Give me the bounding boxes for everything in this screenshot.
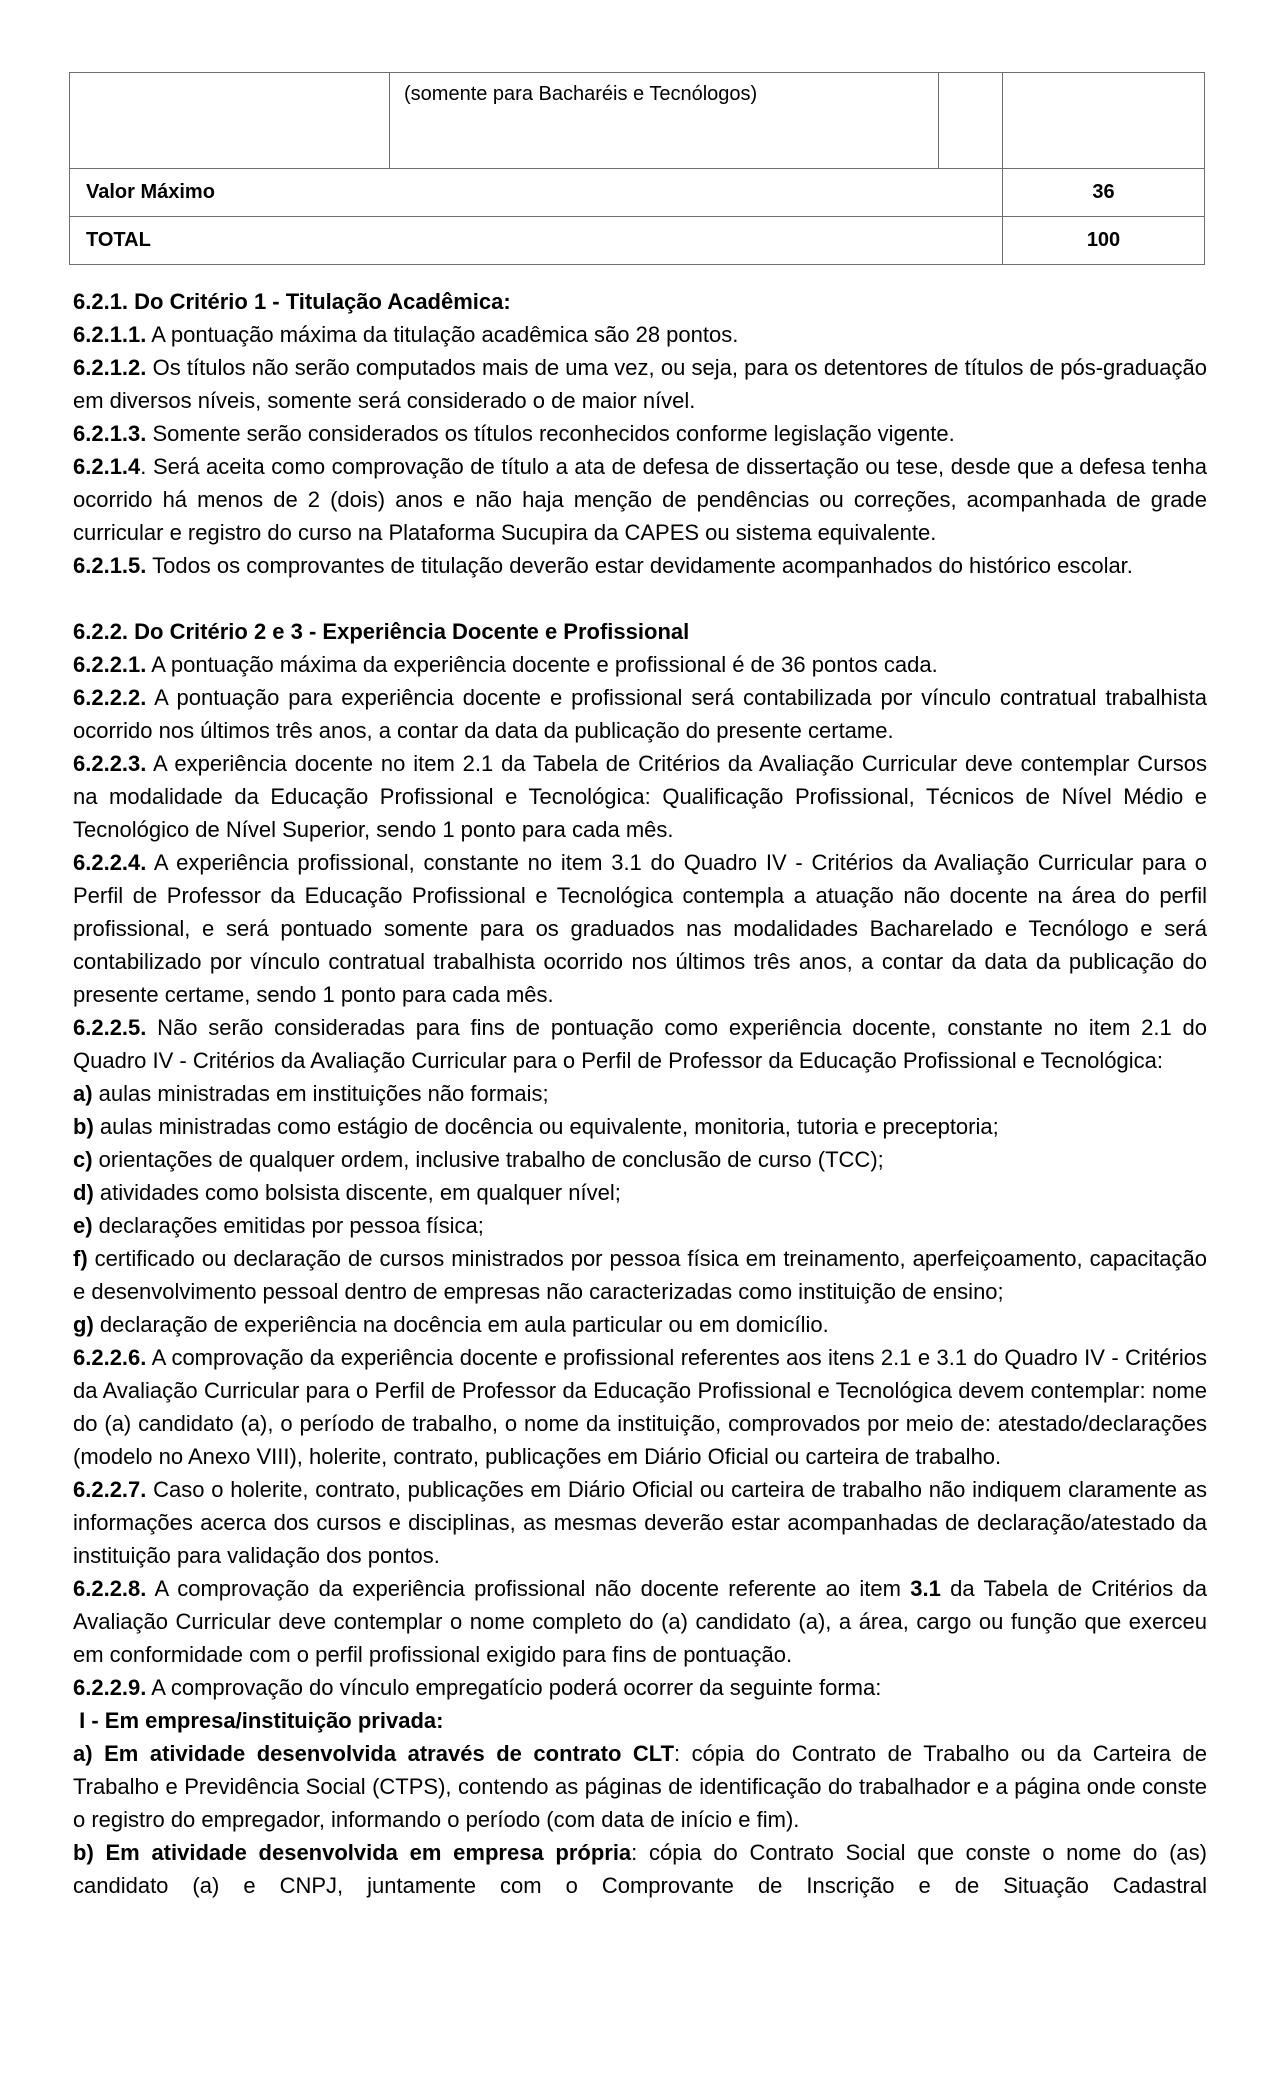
exclusion-item-d: d) atividades como bolsista discente, em qualquer nível; <box>73 1180 621 1205</box>
blank-line <box>73 582 1207 615</box>
total-value: 100 <box>1003 217 1205 265</box>
clause-number: 6.2.2.1. <box>73 652 147 677</box>
clause-6-2-2-1: 6.2.2.1. A pontuação máxima da experiência docente e profissional é de 36 pontos cada. <box>73 652 938 677</box>
clause-6-2-2-3: 6.2.2.3. A experiência docente no item 2.1 da Tabela de Critérios da Avaliação Curricular deve contemplar Cursos na modalidade da Educação Profissional e Tecnológica: Qualificação Profissional, Técnicos de Nível Médio e Tecnológico de Nível Superior, sendo 1 ponto para cada mês. <box>73 751 1207 842</box>
table-cell <box>70 73 390 169</box>
exclusion-item-a: a) aulas ministradas em instituições não formais; <box>73 1081 549 1106</box>
clause-number: 6.2.1.1. <box>73 322 147 347</box>
subheading-private-institution: I - Em empresa/instituição privada: <box>73 1708 444 1733</box>
clause-number: 6.2.1.2. <box>73 355 147 380</box>
clause-6-2-1-1: 6.2.1.1. A pontuação máxima da titulação acadêmica são 28 pontos. <box>73 322 739 347</box>
clause-6-2-1-4: 6.2.1.4. Será aceita como comprovação de título a ata de defesa de dissertação ou tese, desde que a defesa tenha ocorrido há menos de 2 (dois) anos e não haja menção de pendências ou correções, acompanhada de grade curricular e registro do curso na Plataforma Sucupira da CAPES ou sistema equivalente. <box>73 454 1207 545</box>
exclusion-item-g: g) declaração de experiência na docência em aula particular ou em domicílio. <box>73 1312 829 1337</box>
clause-6-2-2-6: 6.2.2.6. A comprovação da experiência docente e profissional referentes aos itens 2.1 e 3.1 do Quadro IV - Critérios da Avaliação Curricular para o Perfil de Professor da Educação Profissional e Tecnológica devem contemplar: nome do (a) candidato (a), o período de trabalho, o nome da instituição, comprovados por meio de: atestado/declarações (modelo no Anexo VIII), holerite, contrato, publicações em Diário Oficial ou carteira de trabalho. <box>73 1345 1207 1469</box>
clause-6-2-1-5: 6.2.1.5. Todos os comprovantes de titulação deverão estar devidamente acompanhados do histórico escolar. <box>73 553 1133 578</box>
exclusion-item-e: e) declarações emitidas por pessoa física; <box>73 1213 484 1238</box>
clause-6-2-1-3: 6.2.1.3. Somente serão considerados os títulos reconhecidos conforme legislação vigente. <box>73 421 955 446</box>
clause-number: 6.2.2.2. <box>73 685 147 710</box>
document-body <box>73 285 1207 1902</box>
clause-6-2-2-5: 6.2.2.5. Não serão consideradas para fins de pontuação como experiência docente, constante no item 2.1 do Quadro IV - Critérios da Avaliação Curricular para o Perfil de Professor da Educação Profissional e Tecnológica: <box>73 1015 1207 1073</box>
clause-number: 6.2.2.5. <box>73 1015 147 1040</box>
table-row-valor-maximo <box>70 169 1205 217</box>
clause-number: 6.2.2.3. <box>73 751 147 776</box>
exclusion-item-f: f) certificado ou declaração de cursos ministrados por pessoa física em treinamento, aperfeiçoamento, capacitação e desenvolvimento pessoal dentro de empresas não caracterizadas como instituição de ensino; <box>73 1246 1207 1304</box>
proof-item-a: a) Em atividade desenvolvida através de contrato CLT: cópia do Contrato de Trabalho ou da Carteira de Trabalho e Previdência Social (CTPS), contendo as páginas de identificação do trabalhador e a página onde conste o registro do empregador, informando o período (com data de início e fim). <box>73 1741 1207 1832</box>
clause-number: 6.2.1.3. <box>73 421 147 446</box>
criteria-score-table <box>69 72 1205 265</box>
table-row-partial <box>70 73 1205 169</box>
valor-maximo-value: 36 <box>1003 169 1205 217</box>
section-heading-6-2-2: 6.2.2. Do Critério 2 e 3 - Experiência Docente e Profissional <box>73 619 690 644</box>
table-cell-description: (somente para Bacharéis e Tecnólogos) <box>390 73 939 169</box>
proof-item-b: b) Em atividade desenvolvida em empresa própria: cópia do Contrato Social que conste o nome do (as) candidato (a) e CNPJ, juntamente com o Comprovante de Inscrição e de Situação Cadastral <box>73 1840 1207 1898</box>
clause-number: 6.2.1.4 <box>73 454 141 479</box>
exclusion-item-c: c) orientações de qualquer ordem, inclusive trabalho de conclusão de curso (TCC); <box>73 1147 884 1172</box>
clause-6-2-2-9: 6.2.2.9. A comprovação do vínculo empregatício poderá ocorrer da seguinte forma: <box>73 1675 882 1700</box>
clause-6-2-2-8: 6.2.2.8. A comprovação da experiência profissional não docente referente ao item 3.1 da Tabela de Critérios da Avaliação Curricular deve contemplar o nome completo do (a) candidato (a), a área, cargo ou função que exerceu em conformidade com o perfil profissional exigido para fins de pontuação. <box>73 1576 1207 1667</box>
clause-6-2-2-2: 6.2.2.2. A pontuação para experiência docente e profissional será contabilizada por vínculo contratual trabalhista ocorrido nos últimos três anos, a contar da data da publicação do presente certame. <box>73 685 1207 743</box>
clause-number: 6.2.2.6. <box>73 1345 147 1370</box>
clause-number: 6.2.2.9. <box>73 1675 147 1700</box>
clause-6-2-2-4: 6.2.2.4. A experiência profissional, constante no item 3.1 do Quadro IV - Critérios da Avaliação Curricular para o Perfil de Professor da Educação Profissional e Tecnológica contempla a atuação não docente na área do perfil profissional, e será pontuado somente para os graduados nas modalidades Bacharelado e Tecnólogo e será contabilizado por vínculo contratual trabalhista ocorrido nos últimos três anos, a contar da data da publicação do presente certame, sendo 1 ponto para cada mês. <box>73 850 1207 1007</box>
clause-6-2-2-7: 6.2.2.7. Caso o holerite, contrato, publicações em Diário Oficial ou carteira de trabalho não indiquem claramente as informações acerca dos cursos e disciplinas, as mesmas deverão estar acompanhadas de declaração/atestado da instituição para validação dos pontos. <box>73 1477 1207 1568</box>
total-label: TOTAL <box>70 217 1003 265</box>
clause-number: 6.2.1.5. <box>73 553 147 578</box>
exclusion-item-b: b) aulas ministradas como estágio de docência ou equivalente, monitoria, tutoria e preceptoria; <box>73 1114 999 1139</box>
valor-maximo-label: Valor Máximo <box>70 169 1003 217</box>
clause-number: 6.2.2.8. <box>73 1576 147 1601</box>
clause-number: 6.2.2.4. <box>73 850 147 875</box>
clause-number: 6.2.2.7. <box>73 1477 147 1502</box>
table-cell <box>939 73 1003 169</box>
section-heading-6-2-1: 6.2.1. Do Critério 1 - Titulação Acadêmica: <box>73 289 511 314</box>
clause-6-2-1-2: 6.2.1.2. Os títulos não serão computados mais de uma vez, ou seja, para os detentores de títulos de pós-graduação em diversos níveis, somente será considerado o de maior nível. <box>73 355 1207 413</box>
bold-reference: 3.1 <box>910 1576 941 1601</box>
table-cell <box>1003 73 1205 169</box>
table-row-total <box>70 217 1205 265</box>
